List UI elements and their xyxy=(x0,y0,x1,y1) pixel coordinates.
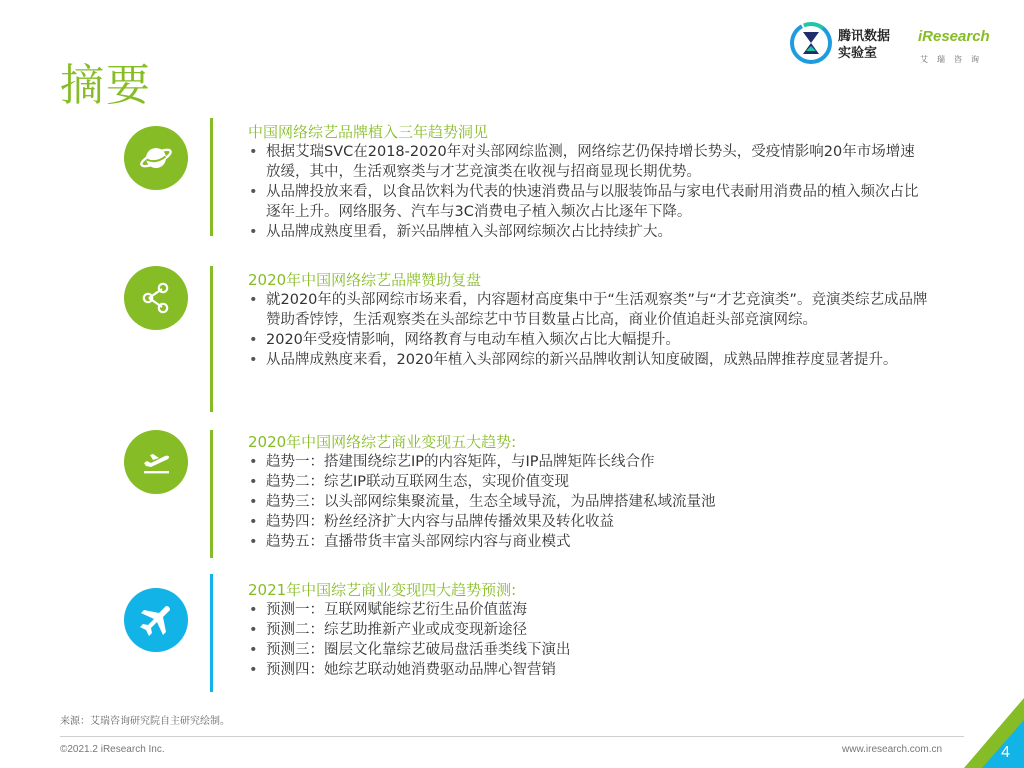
bullet-item: • 就2020年的头部网综市场来看，内容题材高度集中于“生活观察类”与“才艺竞演类”。竞演类综艺成品牌赞助香饽饽，生活观察类在头部综艺中节目数量占比高，商业价值追赶头部竞演网综。 xyxy=(248,290,928,330)
footer-divider xyxy=(60,736,964,737)
share-icon xyxy=(139,281,173,315)
section-icon-circle xyxy=(124,126,188,190)
bullet-item: • 趋势三：以头部网综集聚流量，生态全域导流，为品牌搭建私域流量池 xyxy=(248,492,928,512)
section-title: 中国网络综艺品牌植入三年趋势洞见 xyxy=(248,123,489,141)
section-title: 2020年中国网络综艺品牌赞助复盘 xyxy=(248,271,482,289)
bullet-item: • 趋势五：直播带货丰富头部网综内容与商业模式 xyxy=(248,532,928,552)
section-divider xyxy=(210,118,213,236)
tencent-data-lab-logo xyxy=(790,20,910,70)
section-title: 2020年中国网络综艺商业变现五大趋势: xyxy=(248,433,517,451)
section-icon-circle xyxy=(124,588,188,652)
hourglass-logo-icon xyxy=(790,20,832,66)
iresearch-logo xyxy=(918,24,1002,70)
airplane-icon xyxy=(137,601,175,639)
page-title: 摘要 xyxy=(60,60,152,111)
bullet-item: • 趋势四：粉丝经济扩大内容与品牌传播效果及转化收益 xyxy=(248,512,928,532)
bullet-item: • 2020年受疫情影响，网络教育与电动车植入频次占比大幅提升。 xyxy=(248,330,928,350)
section-icon-circle xyxy=(124,430,188,494)
bullet-item: • 趋势一：搭建围绕综艺IP的内容矩阵，与IP品牌矩阵长线合作 xyxy=(248,452,928,472)
bullet-item: • 趋势二：综艺IP联动互联网生态，实现价值变现 xyxy=(248,472,928,492)
bullet-item: • 从品牌投放来看，以食品饮料为代表的快速消费品与以服装饰品与家电代表耐用消费品的植入频次占比逐年上升。网络服务、汽车与3C消费电子植入频次占比逐年下降。 xyxy=(248,182,928,222)
bullet-list xyxy=(248,600,928,680)
bullet-item: • 根据艾瑞SVC在2018-2020年对头部网综监测，网络综艺仍保持增长势头，受疫情影响20年市场增速放缓，其中，生活观察类与才艺竞演类在收视与招商显现长期优势。 xyxy=(248,142,928,182)
bullet-list xyxy=(248,452,928,552)
bullet-item: • 从品牌成熟度来看，2020年植入头部网综的新兴品牌收割认知度破圈，成熟品牌推荐度显著提升。 xyxy=(248,350,928,370)
section-divider xyxy=(210,266,213,412)
website-link[interactable]: www.iresearch.com.cn xyxy=(842,744,943,755)
section-title: 2021年中国综艺商业变现四大趋势预测: xyxy=(248,581,517,599)
page-number: 4 xyxy=(1001,744,1010,761)
tencent-logo-text: 腾讯数据 实验室 xyxy=(838,29,891,61)
corner-triangle-icon xyxy=(964,698,1024,768)
source-note: 来源：艾瑞咨询研究院自主研究绘制。 xyxy=(60,716,230,727)
bullet-list xyxy=(248,142,928,242)
takeoff-icon xyxy=(138,444,174,480)
iresearch-logo-sub: 艾瑞咨询 xyxy=(920,55,988,64)
bullet-item: • 从品牌成熟度里看，新兴品牌植入头部网综频次占比持续扩大。 xyxy=(248,222,928,242)
bullet-item: • 预测三：圈层文化靠综艺破局盘活垂类线下演出 xyxy=(248,640,928,660)
bullet-item: • 预测四：她综艺联动她消费驱动品牌心智营销 xyxy=(248,660,928,680)
copyright: ©2021.2 iResearch Inc. xyxy=(60,744,165,755)
section-divider xyxy=(210,574,213,692)
section-icon-circle xyxy=(124,266,188,330)
planet-icon xyxy=(138,140,174,176)
bullet-item: • 预测一：互联网赋能综艺衍生品价值蓝海 xyxy=(248,600,928,620)
iresearch-logo-word: iResearch xyxy=(918,28,990,45)
section-divider xyxy=(210,430,213,558)
bullet-item: • 预测二：综艺助推新产业或成变现新途径 xyxy=(248,620,928,640)
bullet-list xyxy=(248,290,928,370)
